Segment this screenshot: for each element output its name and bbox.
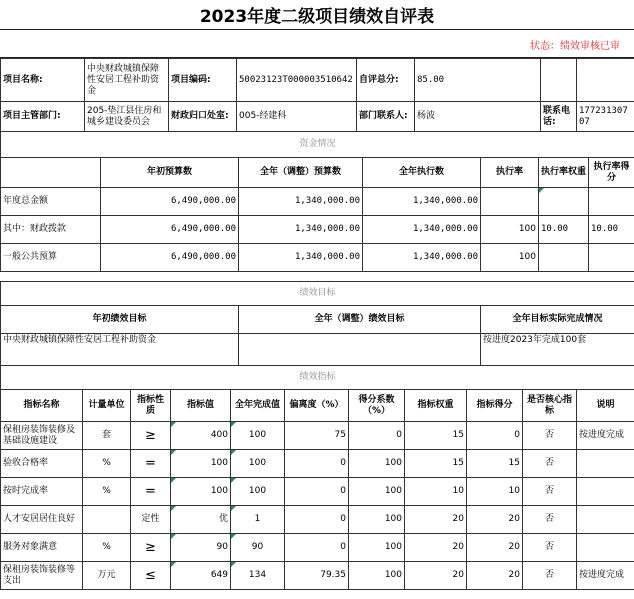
status-text: 状态：绩效审核已审 [530,41,620,52]
goals-table [0,281,634,366]
indicator-row: 按时完成率 % = 100 100 0 100 10 10 否 [1,478,634,506]
contact-value: 杨波 [415,102,541,132]
funds-section-title: 资金情况 [1,132,634,158]
finance-office-label: 财政归口处室: [169,102,237,132]
page-title: 2023年度二级项目绩效自评表 [0,0,634,30]
project-code: 50023123T000003510642 [237,59,357,102]
funds-row: 一般公共预算 6,490,000.00 1,340,000.00 1,340,000.00 100 [1,244,634,272]
status-row [0,30,634,58]
funds-table [0,131,634,272]
finance-office-value: 005-经建科 [237,102,357,132]
goal-completion: 按进度2023年完成100套 [481,334,634,366]
project-name: 中央财政城镇保障性安居工程补助资金 [85,59,169,102]
indicator-row: 服务对象满意 % ≥ 90 90 0 100 20 20 否 [1,534,634,562]
score-value: 85.00 [415,59,541,102]
dept-value: 205-垫江县住房和城乡建设委员会 [85,102,169,132]
funds-header-row: 年初预算数 全年（调整）预算数 全年执行数 执行率 执行率权重 执行率得分 [1,158,634,188]
dept-label: 项目主管部门: [1,102,85,132]
phone-label: 联系电话: [541,102,577,132]
phone-value: 17723130707 [577,102,634,132]
goals-header-row: 年初绩效目标 全年（调整）绩效目标 全年目标实际完成情况 [1,306,634,334]
indicators-table [0,365,634,590]
indicator-row: 人才安居居住良好 定性 优 1 0 100 20 20 否 [1,506,634,534]
funds-row: 年度总金额 6,490,000.00 1,340,000.00 1,340,000.00 [1,188,634,216]
indicators-header-row: 指标名称 计量单位 指标性质 指标值 全年完成值 偏离度（%） 得分系数（%） 指标权重 指标得分 是否核心指标 说明 [1,390,634,422]
contact-label: 部门联系人: [357,102,415,132]
project-info-table [0,58,634,132]
project-name-label: 项目名称: [1,59,85,102]
adjusted-goal [239,334,481,366]
goals-row [1,334,634,366]
indicator-row: 保租房装饰装修等支出 万元 ≤ 649 134 79.35 100 20 20 否 按进度完成 [1,562,634,590]
indicator-row: 保租房装饰装修及基础设施建设 套 ≥ 400 100 75 0 15 0 否 按进度完成 [1,422,634,450]
indicators-section-title: 绩效指标 [1,366,634,390]
funds-row: 其中：财政拨款 6,490,000.00 1,340,000.00 1,340,000.00 100 10.00 10.00 [1,216,634,244]
project-code-label: 项目编码: [169,59,237,102]
score-label: 自评总分: [357,59,415,102]
annual-goal: 中央财政城镇保障性安居工程补助资金 [1,334,239,366]
goals-section-title: 绩效目标 [1,282,634,306]
indicator-row: 验收合格率 % = 100 100 0 100 15 15 否 [1,450,634,478]
